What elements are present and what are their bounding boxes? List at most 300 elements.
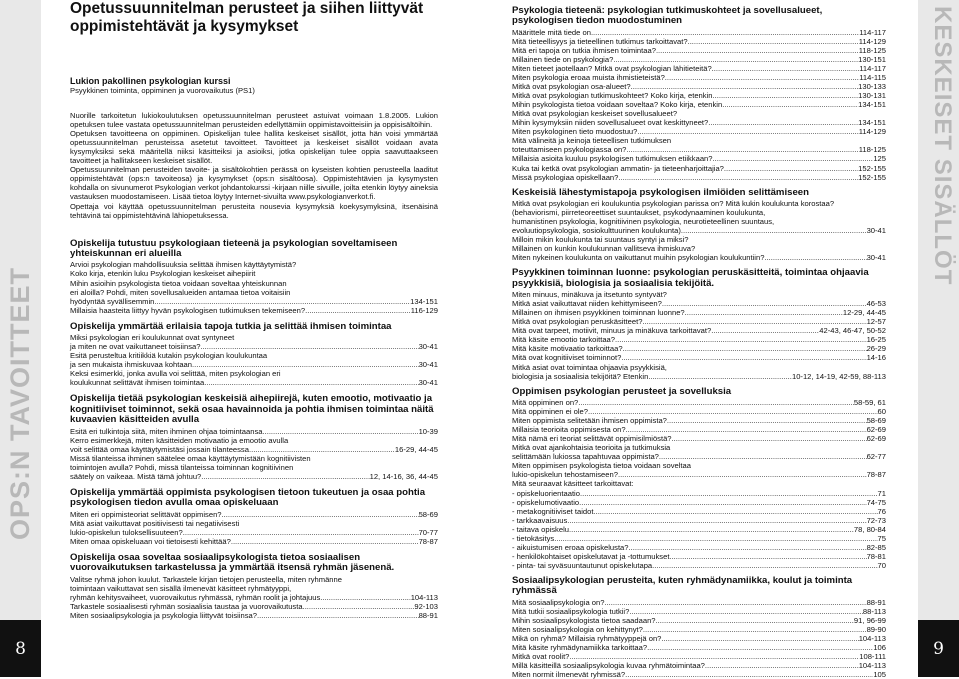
entry-text: Mitkä ovat psykologian peruskäsitteet? <box>512 317 643 327</box>
dot-leader <box>656 46 859 55</box>
page-reference: 78-87 <box>866 470 886 480</box>
page-reference: 78, 80-84 <box>853 524 886 534</box>
page-reference: 130-151 <box>858 54 886 64</box>
entry-text: - taitava opiskelu <box>512 524 569 534</box>
toc-entry <box>512 643 886 652</box>
entry-text: Missä tilanteissa ihminen säätelee omaa käyttäytymistään kognitiivisten <box>70 453 311 463</box>
dot-leader <box>662 299 867 308</box>
dot-leader <box>705 661 859 670</box>
entry-text: Mitä nämä eri teoriat selittävät oppimisilmiöstä? <box>512 434 672 444</box>
toc-entry <box>70 510 438 519</box>
entry-text: Miten eri oppimisteoriat selittävät oppimisen? <box>70 509 222 519</box>
entry-text: - tarkkaavaisuus <box>512 515 568 525</box>
toc-entry <box>512 489 886 498</box>
entry-text: Miten oppimista selitetään ihmisen oppimista? <box>512 416 667 426</box>
entry-text: Mitä seuraavat käsitteet tarkoittavat: <box>512 479 634 489</box>
entry-text: Miten minuus, minäkuva ja itsetunto syntyvät? <box>512 290 667 300</box>
dot-leader <box>669 552 866 561</box>
page-reference: 118-125 <box>858 145 886 155</box>
toc-entry <box>512 344 886 353</box>
entry-text: Valitse ryhmä johon kuulut. Tarkastele kirjan tietojen perusteella, miten ryhmänne <box>70 574 342 584</box>
entry-text: Keksi esimerkki, jonka avulla voi selittää, miten psykologian eri <box>70 369 281 379</box>
intro-paragraph: Opetussuunnitelman perusteiden tavoite- ja sisältökohtien perässä on kyseisten kohtien perusteella laaditut oppimistehtävät (ops:n tavoiteosa) ja kysymykset (ops:n sisältöosa). Oppimistehtävien ja kysymysten kohdalla on sivunumerot Psykologian verkot johdantokurssi -kirjaan niille sivuille, joilta etenkin löytyy aineksia vastauksen muodostamiseen. Lisää tietoa löytyy Internet-sivuilta www.psykologianverkot.fi. <box>70 165 438 202</box>
left-vertical-heading: OPS:N TAVOITTEET <box>5 266 35 540</box>
toc-entry <box>512 470 886 479</box>
entry-text: hyödyntää syvällisemmin <box>70 296 155 306</box>
section-heading: Psykologia tieteenä: psykologian tutkimuskohteet ja sovellusalueet, psykologisen tiedon muodostuminen <box>512 5 823 27</box>
toc-entry <box>512 398 886 407</box>
toc-entry <box>512 616 886 625</box>
page-reference: 114-117 <box>859 64 886 73</box>
entry-text: ryhmän kehitysvaiheet, vuorovaikutus ryhmässä, ryhmän roolit ja johtajuus <box>70 592 321 602</box>
dot-leader <box>712 64 860 73</box>
entry-text: Arvioi psykologian mahdollisuuksia selittää ihmisen käyttäytymistä? <box>70 260 297 270</box>
dot-leader <box>305 306 411 315</box>
page-reference: 114-115 <box>859 73 886 83</box>
dot-leader <box>764 253 866 262</box>
page-reference: 130-131 <box>858 91 886 101</box>
dot-leader <box>708 118 858 127</box>
dot-leader <box>604 598 866 607</box>
page-reference: 104-113 <box>858 661 886 671</box>
dot-leader <box>665 73 859 82</box>
entry-text: Miten nykeinen koulukunta on vaikuttanut muihin psykologian koulukuntiin? <box>512 253 765 263</box>
dot-leader <box>681 226 867 235</box>
toc-entry <box>512 598 886 607</box>
toc-entry <box>512 326 886 335</box>
dot-leader <box>204 378 418 387</box>
entry-text: Miten omaa opiskeluaan voi tietoisesti kehittää? <box>70 536 231 546</box>
dot-leader <box>303 602 415 611</box>
entry-text: - tietokäsitys <box>512 533 555 543</box>
dot-leader <box>711 326 819 335</box>
dot-leader <box>672 434 867 443</box>
section-heading: Opiskelija ymmärtää erilaisia tapoja tutkia ja selittää ihmisen toimintaa <box>70 320 392 332</box>
intro-paragraph: Nuorille tarkoitetun lukiokoulutuksen opetussuunnitelman perusteet astuivat voimaan 1.8.2005. Lukion opetuksen tulee vastata opetussuunnitelman perusteiden edellyttämiin oppimistavoitteisiin ja oppisisältöihin. <box>70 111 438 130</box>
dot-leader <box>154 297 410 306</box>
entry-text: selittämään lukiossa tapahtuvaa oppimista? <box>512 452 659 462</box>
dot-leader <box>567 516 866 525</box>
page-reference: 62-69 <box>866 434 886 444</box>
page-reference: 30-41 <box>418 342 438 352</box>
toc-entry <box>512 37 886 46</box>
page-reference: 92-103 <box>414 601 438 611</box>
page-reference: 26-29 <box>866 344 886 354</box>
page-reference: 62-77 <box>866 452 886 462</box>
toc-entry <box>512 299 886 308</box>
entry-text: Miten psykologia eroaa muista ihmistieteistä? <box>512 73 665 83</box>
page-reference: 70-77 <box>418 527 438 537</box>
page-reference: 116-129 <box>410 305 438 315</box>
section-heading: Sosiaalipsykologian perusteita, kuten ryhmädynamiikka, koulut ja toiminta ryhmässä <box>512 574 853 597</box>
toc-entry <box>512 118 886 127</box>
dot-leader <box>685 308 843 317</box>
toc-entry <box>512 55 886 64</box>
toc-entry <box>512 552 886 561</box>
toc-entry <box>512 335 886 344</box>
page-reference: 88-91 <box>418 610 438 620</box>
dot-leader <box>591 28 859 37</box>
entry-text: Mitkä asiat ovat toimintaa ohjaavia psyykkisiä, <box>512 362 667 372</box>
dot-leader <box>667 416 867 425</box>
entry-text: toimintaan vaikuttavat sen sisällä ilmenevät käsitteet ryhmätyyppi, <box>70 583 292 593</box>
entry-text: (behaviorismi, piirreteoreettiset suuntaukset, psykodynaaminen koulukunta, <box>512 208 766 218</box>
dot-leader <box>629 543 867 552</box>
dot-leader <box>713 91 859 100</box>
dot-leader <box>621 353 866 362</box>
dot-leader <box>626 425 867 434</box>
page-reference: 114-129 <box>858 127 886 137</box>
section-heading: Opiskelija tietää psykologian keskeisiä aihepiirejä, kuten emootio, motivaatio ja kognitiiviset toiminnot, sekä osaa havainnoida ja pohtia ihmisen toimintaa näitä kuvaavien käsitteiden avulla <box>70 393 434 426</box>
entry-text: ja miten ne ovat vaikuttaneet toisiinsa? <box>70 342 201 352</box>
toc-entry <box>512 372 886 381</box>
page-reference: 30-41 <box>866 226 886 236</box>
entry-text: Millä käsitteillä sosiaalipsykologia kuvaa ryhmätoimintaa? <box>512 661 705 671</box>
page-reference: 104-113 <box>410 592 438 602</box>
entry-text: Mitä sosiaalipsykologia on? <box>512 597 605 607</box>
toc-entry <box>70 528 438 537</box>
dot-leader <box>579 498 866 507</box>
dot-leader <box>722 100 858 109</box>
page-reference: 72-73 <box>866 515 886 525</box>
toc-entry <box>512 353 886 362</box>
dot-leader <box>652 561 877 570</box>
toc-entry <box>512 652 886 661</box>
entry-text: Mitä käsite motivaatio tarkoittaa? <box>512 344 623 354</box>
entry-text: Mitkä ovat psykologian osa-alueet? <box>512 82 631 92</box>
page-reference: 89-90 <box>866 624 886 634</box>
entry-text: Mitä ovat kognitiiviset toiminnot? <box>512 353 622 363</box>
dot-leader <box>200 342 418 351</box>
page-reference: 58-69 <box>866 416 886 426</box>
toc-entry <box>70 342 438 351</box>
entry-text: Miten sosiaalipsykologia ja psykologia liittyvät toisiinsa? <box>70 610 257 620</box>
toc-entry <box>512 498 886 507</box>
toc-entry <box>70 602 438 611</box>
dot-leader <box>713 154 874 163</box>
page-reference: 108-111 <box>859 652 886 662</box>
right-page-column <box>512 0 886 679</box>
page-reference: 130-133 <box>858 82 886 92</box>
entry-text: Mitä käsite ryhmädynamiikka tarkoittaa? <box>512 642 648 652</box>
page-reference: 76 <box>877 506 886 516</box>
dot-leader <box>569 525 854 534</box>
page-reference: 114-117 <box>859 27 886 37</box>
entry-text: - opiskeluorientaatio <box>512 488 580 498</box>
dot-leader <box>320 593 410 602</box>
page-reference: 12, 14-16, 36, 44-45 <box>369 471 438 481</box>
entry-text: säätely on vaikeaa. Mistä tämä johtuu? <box>70 471 202 481</box>
entry-text: Kuka tai ketkä ovat psykologian ammatin- ja tieteenharjoittajia? <box>512 163 724 173</box>
toc-entry <box>70 611 438 620</box>
toc-entry <box>70 472 438 481</box>
dot-leader <box>642 317 866 326</box>
toc-entry <box>70 445 438 454</box>
page-reference: 14-16 <box>866 353 886 363</box>
toc-entry <box>512 73 886 82</box>
dot-leader <box>631 82 859 91</box>
toc-entry <box>512 507 886 516</box>
page-reference: 46-53 <box>866 299 886 309</box>
dot-leader <box>647 643 873 652</box>
section-heading: Opiskelija tutustuu psykologiaan tieteenä ja psykologian soveltamiseen yhteiskunnan eri alueilla <box>70 237 398 260</box>
entry-text: Mitä oppiminen on? <box>512 398 579 408</box>
entry-text: Mitä käsite emootio tarkoittaa? <box>512 335 615 345</box>
right-sections <box>512 6 886 679</box>
entry-text: Mitkä ovat psykologian keskeiset sovellusalueet? <box>512 109 678 119</box>
section-heading: Oppimisen psykologian perusteet ja sovelluksia <box>512 385 732 397</box>
entry-text: evoluutiopsykologia, sosiokulttuurinen koulukunta) <box>512 226 681 236</box>
dot-leader <box>231 537 419 546</box>
dot-leader <box>615 335 867 344</box>
entry-text: Mitä tutkii sosiaalipsykologia tutkii? <box>512 606 630 616</box>
toc-entry <box>512 634 886 643</box>
toc-entry <box>512 154 886 163</box>
toc-entry <box>512 308 886 317</box>
page-reference: 134-151 <box>410 296 438 306</box>
toc-entry <box>512 82 886 91</box>
entry-text: Tarkastele sosiaalisesti ryhmän sosiaalisia taustaa ja vuorovaikutusta <box>70 601 303 611</box>
page-reference: 125 <box>873 154 886 164</box>
dot-leader <box>593 507 877 516</box>
page-reference: 104-113 <box>858 633 886 643</box>
entry-text: Miten normit ilmenevät ryhmissä? <box>512 670 626 679</box>
section-heading: Opiskelija ymmärtää oppimista psykologisen tietoon tukeutuen ja osaa pohtia psykologisen tiedon avulla omaa opiskeluaan <box>70 486 426 509</box>
page-reference: 74-75 <box>866 497 886 507</box>
toc-entry <box>512 670 886 679</box>
entry-text: Millaisia haasteita liittyy hyvän psykologisen tutkimuksen tekemiseen? <box>70 305 306 315</box>
entry-text: Miten tieteet jaotellaan? Mitkä ovat psykologian lähitieteitä? <box>512 64 712 73</box>
page-reference: 152-155 <box>858 172 886 182</box>
course-subtitle: Psyykkinen toiminta, oppiminen ja vuorovaikutus (PS1) <box>70 86 255 95</box>
entry-text: Mitkä ovat roolit? <box>512 652 570 662</box>
toc-entry <box>70 306 438 315</box>
toc-entry <box>512 525 886 534</box>
toc-entry <box>512 145 886 154</box>
dot-leader <box>648 372 792 381</box>
page-reference: 82-85 <box>866 542 886 552</box>
toc-entry <box>512 91 886 100</box>
toc-entry <box>512 607 886 616</box>
toc-entry <box>512 452 886 461</box>
page-reference: 30-41 <box>418 360 438 370</box>
entry-text: Koko kirja, etenkin luku Psykologian keskeiset aihepiirit <box>70 269 256 279</box>
entry-text: Määrittele mitä tiede on <box>512 27 591 37</box>
section-heading: Opiskelija osaa soveltaa sosiaalipsykologista tietoa sosiaalisen vuorovaikutuksen tarkastelussa ja ymmärtää itsensä ryhmän jäsenenä. <box>70 551 395 574</box>
section-heading: Psyykkinen toiminnan luonne: psykologian peruskäsitteitä, toimintaa ohjaavia psyykkisiä, biologisia ja sosiaalisia tekijöitä. <box>512 267 869 289</box>
dot-leader <box>257 611 419 620</box>
left-sections <box>70 239 438 620</box>
toc-entry <box>512 407 886 416</box>
dot-leader <box>569 652 859 661</box>
right-vertical-heading: KESKEISET SISÄLLÖT <box>929 6 956 286</box>
toc-entry <box>512 253 886 262</box>
left-page-number: 8 <box>0 620 41 677</box>
left-page-column <box>70 0 438 620</box>
toc-entry <box>512 434 886 443</box>
dot-leader <box>625 670 873 679</box>
left-margin-band <box>0 0 41 677</box>
entry-text: Esitä perusteltua kritiikkiä kutakin psykologian koulukuntaa <box>70 351 268 361</box>
entry-text: Miten psykologinen tieto muodostuu? <box>512 127 638 137</box>
toc-entry <box>70 427 438 436</box>
entry-text: koulukunnat selittävät ihmisen toimintaa <box>70 378 205 388</box>
dot-leader <box>643 625 867 634</box>
page-reference: 60 <box>877 407 886 417</box>
entry-text: ja sen mukaista ihmiskuvaa kohtaan <box>70 360 192 370</box>
entry-text: - aikuistumisen eroaa opiskelusta? <box>512 542 629 552</box>
entry-text: Mitä ovat tarpeet, motiivit, minuus ja minäkuva tarkoittavat? <box>512 326 712 336</box>
toc-entry <box>512 28 886 37</box>
toc-entry <box>70 537 438 546</box>
entry-text: Mihin asioihin psykologista tietoa voidaan soveltaa yhteiskunnan <box>70 278 287 288</box>
entry-text: - pinta- tai syväsuuntautunut opiskelutapa <box>512 560 653 570</box>
entry-text: - opiskelumotivaatio <box>512 497 580 507</box>
entry-text: Mihin kysymyksiin niiden sovellusalueet ovat keskittyneet? <box>512 118 709 128</box>
toc-entry <box>512 625 886 634</box>
entry-text: Mitkä asiat vaikuttavat niiden kehittymiseen? <box>512 299 662 309</box>
toc-entry <box>70 297 438 306</box>
toc-entry <box>512 317 886 326</box>
toc-entry <box>70 360 438 369</box>
toc-entry <box>512 127 886 136</box>
toc-entry <box>512 425 886 434</box>
toc-entry <box>512 173 886 182</box>
toc-entry <box>512 46 886 55</box>
page-reference: 134-151 <box>858 118 886 128</box>
page-reference: 62-69 <box>866 425 886 435</box>
page-reference: 88-113 <box>862 606 886 616</box>
entry-text: Miten oppimisen psykologista tietoa voidaan soveltaa <box>512 461 691 471</box>
intro-text <box>70 111 438 220</box>
entry-text: - henkilökohtaiset opiskelutavat ja -tottumukset <box>512 551 670 561</box>
page-reference: 114-129 <box>858 36 886 46</box>
toc-entry <box>512 661 886 670</box>
toc-entry <box>512 561 886 570</box>
entry-text: Millainen on kunkin koulukunnan vallitseva ihmiskuva? <box>512 244 696 254</box>
entry-text: voit selittää omaa käyttäytymistäsi jossain tilanteessa <box>70 444 249 454</box>
section-heading: Keskeisiä lähestymistapoja psykologisen ilmiöiden selittämiseen <box>512 186 809 198</box>
toc-entry <box>512 164 886 173</box>
entry-text: biologisia ja sosiaalisia tekijöitä? Etenkin <box>512 371 649 381</box>
entry-text: Miten sosiaalipsykologia on kehittynyt? <box>512 624 643 634</box>
toc-entry <box>70 378 438 387</box>
page-reference: 78-87 <box>418 536 438 546</box>
toc-entry <box>512 100 886 109</box>
page-reference: 10-39 <box>418 426 438 436</box>
dot-leader <box>613 55 858 64</box>
dot-leader <box>623 344 867 353</box>
page-reference: 58-69 <box>418 509 438 519</box>
entry-text: Esitä eri tulkintoja siitä, miten ihminen ohjaa toimintaansa <box>70 426 263 436</box>
entry-text: Millaisia asioita kuuluu psykologisen tutkimuksen etiikkaan? <box>512 154 713 164</box>
dot-leader <box>554 534 877 543</box>
right-page-number: 9 <box>918 620 959 677</box>
page-reference: 118-125 <box>858 45 886 55</box>
entry-text: Millaisia teorioita oppimisesta on? <box>512 425 626 435</box>
page-reference: 16-25 <box>866 335 886 345</box>
entry-text: Mitkä ovat psykologian tutkimuskohteet? Koko kirja, etenkin <box>512 91 713 101</box>
dot-leader <box>249 445 395 454</box>
entry-text: Mihin psykologista tietoa voidaan soveltaa? Koko kirja, etenkin <box>512 100 723 110</box>
page-reference: 16-29, 44-45 <box>394 444 438 454</box>
page-reference: 70 <box>877 560 886 570</box>
course-title: Lukion pakollinen psykologian kurssi <box>70 76 231 86</box>
entry-text: Mitä eri tapoja on tutkia ihmisen toimintaa? <box>512 45 656 55</box>
page-reference: 42-43, 46-47, 50-52 <box>819 326 886 336</box>
entry-text: Mikä on ryhmä? Millaisia ryhmätyyppejä on? <box>512 633 662 643</box>
page-reference: 134-151 <box>858 100 886 110</box>
entry-text: - metakognitiiviset taidot <box>512 506 594 516</box>
page-reference: 12-29, 44-45 <box>842 308 886 318</box>
intro-paragraph: Opettaja voi käyttää opetussuunnitelman perusteita nousevia kysymyksiä koekysymyksinä, itsenäisinä tehtävinä tai oppimistehtävinä lähiopetuksessa. <box>70 201 438 220</box>
entry-text: Mitä oppiminen ei ole? <box>512 407 588 417</box>
dot-leader <box>637 127 858 136</box>
entry-text: lukio-opiskelun tuloksellisuuteen? <box>70 527 183 537</box>
dot-leader <box>588 407 878 416</box>
page-reference: 71 <box>877 488 886 498</box>
entry-text: Mihin sosiaalipsykologista tietoa saadaan? <box>512 615 656 625</box>
dot-leader <box>661 634 858 643</box>
dot-leader <box>629 607 863 616</box>
page-reference: 152-155 <box>858 163 886 173</box>
intro-paragraph: Opetuksen tavoitteena on oppiminen. Opiskelijan tulee hallita keskeiset sisällöt, jotta hän voisi ymmärtää opetussuunnitelman perusteissa asetetut tavoitteet. Tavoitteet ja keskeiset sisällöt voidaan avata kysymyksiksi sekä määritellä niiksi käsitteiksi ja asioiksi, jotka opiskelijan tulee oppia saavuttaakseen tavoitteet ja hallitakseen keskeiset sisällöt. <box>70 129 438 166</box>
dot-leader <box>618 470 867 479</box>
dot-leader <box>618 173 858 182</box>
right-margin-band <box>918 0 959 677</box>
dot-leader <box>262 427 418 436</box>
page-reference: 58-59, 61 <box>853 398 886 408</box>
entry-text: Mitä välineitä ja keinoja tieteellisen tutkimuksen <box>512 136 672 146</box>
toc-entry <box>512 64 886 73</box>
entry-text: eri aloilla? Pohdi, miten sovellusalueiden antamaa tietoa voitaisiin <box>70 287 291 297</box>
page-reference: 91, 96-99 <box>853 615 886 625</box>
page-reference: 30-41 <box>418 378 438 388</box>
dot-leader <box>659 452 867 461</box>
entry-text: Millainen tiede on psykologia? <box>512 54 614 64</box>
dot-leader <box>626 145 858 154</box>
dot-leader <box>580 489 878 498</box>
toc-entry <box>512 516 886 525</box>
entry-text: lukio-opiskelun tehostamiseen? <box>512 470 618 480</box>
dot-leader <box>192 360 419 369</box>
dot-leader <box>688 37 859 46</box>
page-reference: 10-12, 14-19, 42-59, 88-113 <box>791 371 886 381</box>
dot-leader <box>222 510 419 519</box>
page-reference: 106 <box>873 642 886 652</box>
dot-leader <box>201 472 369 481</box>
entry-text: Mitkä ovat psykologian eri koulukuntia psykologian parissa on? Mitä kukin koulukunta korostaa? <box>512 199 835 209</box>
page-reference: 30-41 <box>866 253 886 263</box>
toc-entry <box>512 416 886 425</box>
entry-text: toimintojen avulla? Pohdi, missä tilanteissa toiminnan kognitiivinen <box>70 462 294 472</box>
toc-entry <box>512 226 886 235</box>
toc-entry <box>512 543 886 552</box>
entry-text: Kerro esimerkkejä, miten käsitteiden motivaatio ja emootio avulla <box>70 435 289 445</box>
page-reference: 12-57 <box>866 317 886 327</box>
page-title: Opetussuunnitelman perusteet ja siihen liittyvät oppimistehtävät ja kysymykset <box>70 0 424 35</box>
page-reference: 105 <box>873 670 886 679</box>
entry-text: Mitkä ovat ajankohtaisia teorioita ja tutkimuksia <box>512 443 671 453</box>
entry-text: toteuttamiseen psykologiassa on? <box>512 145 627 155</box>
page-reference: 88-91 <box>866 597 886 607</box>
entry-text: humanistinen psykologia, kognitiivinen psykologia, neurotieteellinen suuntaus, <box>512 217 775 227</box>
entry-text: Miksi psykologian eri koulukunnat ovat syntyneet <box>70 333 235 343</box>
dot-leader <box>656 616 854 625</box>
entry-text: Missä psykologiaa opiskellaan? <box>512 172 619 182</box>
dot-leader <box>183 528 419 537</box>
entry-text: Millainen on ihmisen psyykkinen toiminnan luonne? <box>512 308 685 318</box>
